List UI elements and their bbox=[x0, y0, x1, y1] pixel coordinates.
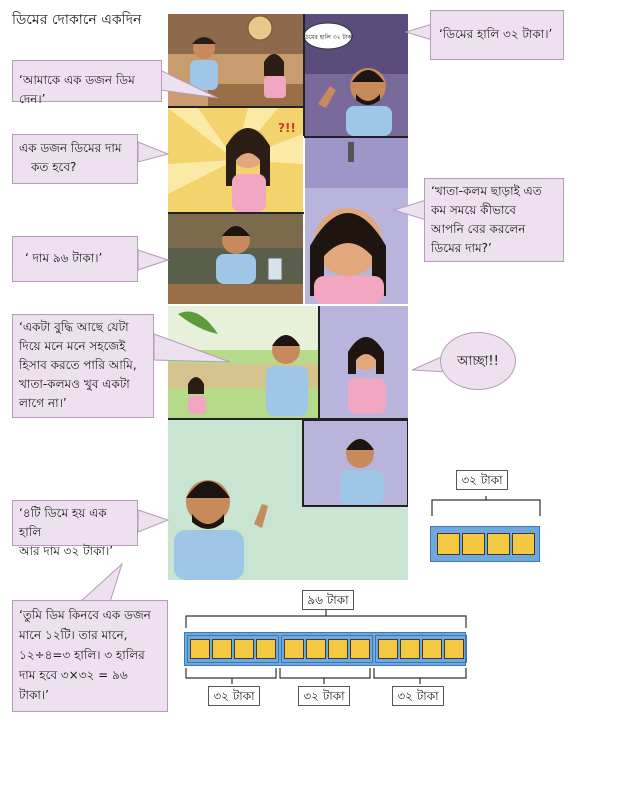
bubble-tail bbox=[152, 330, 232, 370]
egg-segment bbox=[190, 639, 210, 659]
egg-segment bbox=[284, 639, 304, 659]
bubble-tail bbox=[136, 138, 170, 168]
speech-bubble-dozen-price-question: এক ডজন ডিমের দাম কত হবে? bbox=[12, 134, 138, 184]
speech-bubble-how-calculated: ‘খাতা-কলম ছাড়াই এত কম সময়ে কীভাবে আপনি বের করলেন ডিমের দাম?’ bbox=[424, 178, 564, 262]
egg-segment bbox=[512, 533, 535, 555]
panel-shopkeeper-answering bbox=[168, 214, 303, 304]
bubble-tail bbox=[136, 248, 170, 274]
hali-price-label: ৩২ টাকা bbox=[456, 470, 508, 490]
egg-segment bbox=[378, 639, 398, 659]
bubble-tail bbox=[392, 196, 428, 226]
page-title: ডিমের দোকানে একদিন bbox=[12, 12, 142, 28]
svg-text:?!!: ?!! bbox=[278, 121, 296, 135]
egg-segment bbox=[462, 533, 485, 555]
speech-bubble-dozen-request: ‘আমাকে এক ডজন ডিম দেন।’ bbox=[12, 60, 162, 102]
egg-segment bbox=[212, 639, 232, 659]
large-bottom-brackets bbox=[184, 668, 468, 686]
speech-bubble-hali-definition: ‘৪টি ডিমে হয় এক হালি আর দাম ৩২ টাকা।’ bbox=[12, 500, 138, 546]
comic-sign-text: ডিমের হালি ৩২ টাকা bbox=[302, 34, 354, 41]
egg-segment bbox=[306, 639, 326, 659]
hali-egg-bar bbox=[430, 526, 540, 562]
egg-segment bbox=[234, 639, 254, 659]
bubble-tail bbox=[160, 62, 220, 102]
panel-girl-thinking bbox=[168, 108, 303, 212]
egg-segment bbox=[487, 533, 510, 555]
egg-segment bbox=[256, 639, 276, 659]
speech-bubble-mental-trick: ‘একটা বুদ্ধি আছে যেটা দিয়ে মনে মনে সহজেই হিসাব করতে পারি আমি, খাতা-কলমও খুব একটা লাগে না।’ bbox=[12, 314, 154, 418]
large-top-bracket bbox=[184, 610, 468, 630]
speech-bubble-price-96: ‘ দাম ৯৬ টাকা।’ bbox=[12, 236, 138, 282]
group-label-3: ৩২ টাকা bbox=[392, 686, 444, 706]
egg-segment bbox=[437, 533, 460, 555]
bubble-tail bbox=[136, 508, 170, 538]
panel-shopkeeper-closeup bbox=[302, 14, 408, 136]
egg-segment bbox=[328, 639, 348, 659]
dozen-egg-bar bbox=[184, 632, 466, 666]
panel-girl-reacting bbox=[320, 306, 408, 418]
dozen-total-label: ৯৬ টাকা bbox=[302, 590, 354, 610]
panel-shopkeeper-pointing bbox=[168, 420, 408, 580]
egg-segment bbox=[444, 639, 464, 659]
speech-bubble-accha: আচ্ছা!! bbox=[440, 332, 516, 390]
bubble-tail bbox=[60, 562, 130, 604]
egg-segment bbox=[400, 639, 420, 659]
speech-bubble-full-explanation: ‘তুমি ডিম কিনবে এক ডজন মানে ১২টি। তার মানে, ১২÷৪=৩ হালি। ৩ হালির দাম হবে ৩×৩২ = ৯৬ টাকা।’ bbox=[12, 600, 168, 712]
small-bracket bbox=[430, 496, 542, 520]
speech-bubble-price-per-hali: ‘ডিমের হালি ৩২ টাকা।’ bbox=[430, 10, 564, 60]
egg-segment bbox=[350, 639, 370, 659]
group-label-2: ৩২ টাকা bbox=[298, 686, 350, 706]
egg-segment bbox=[422, 639, 442, 659]
group-label-1: ৩২ টাকা bbox=[208, 686, 260, 706]
